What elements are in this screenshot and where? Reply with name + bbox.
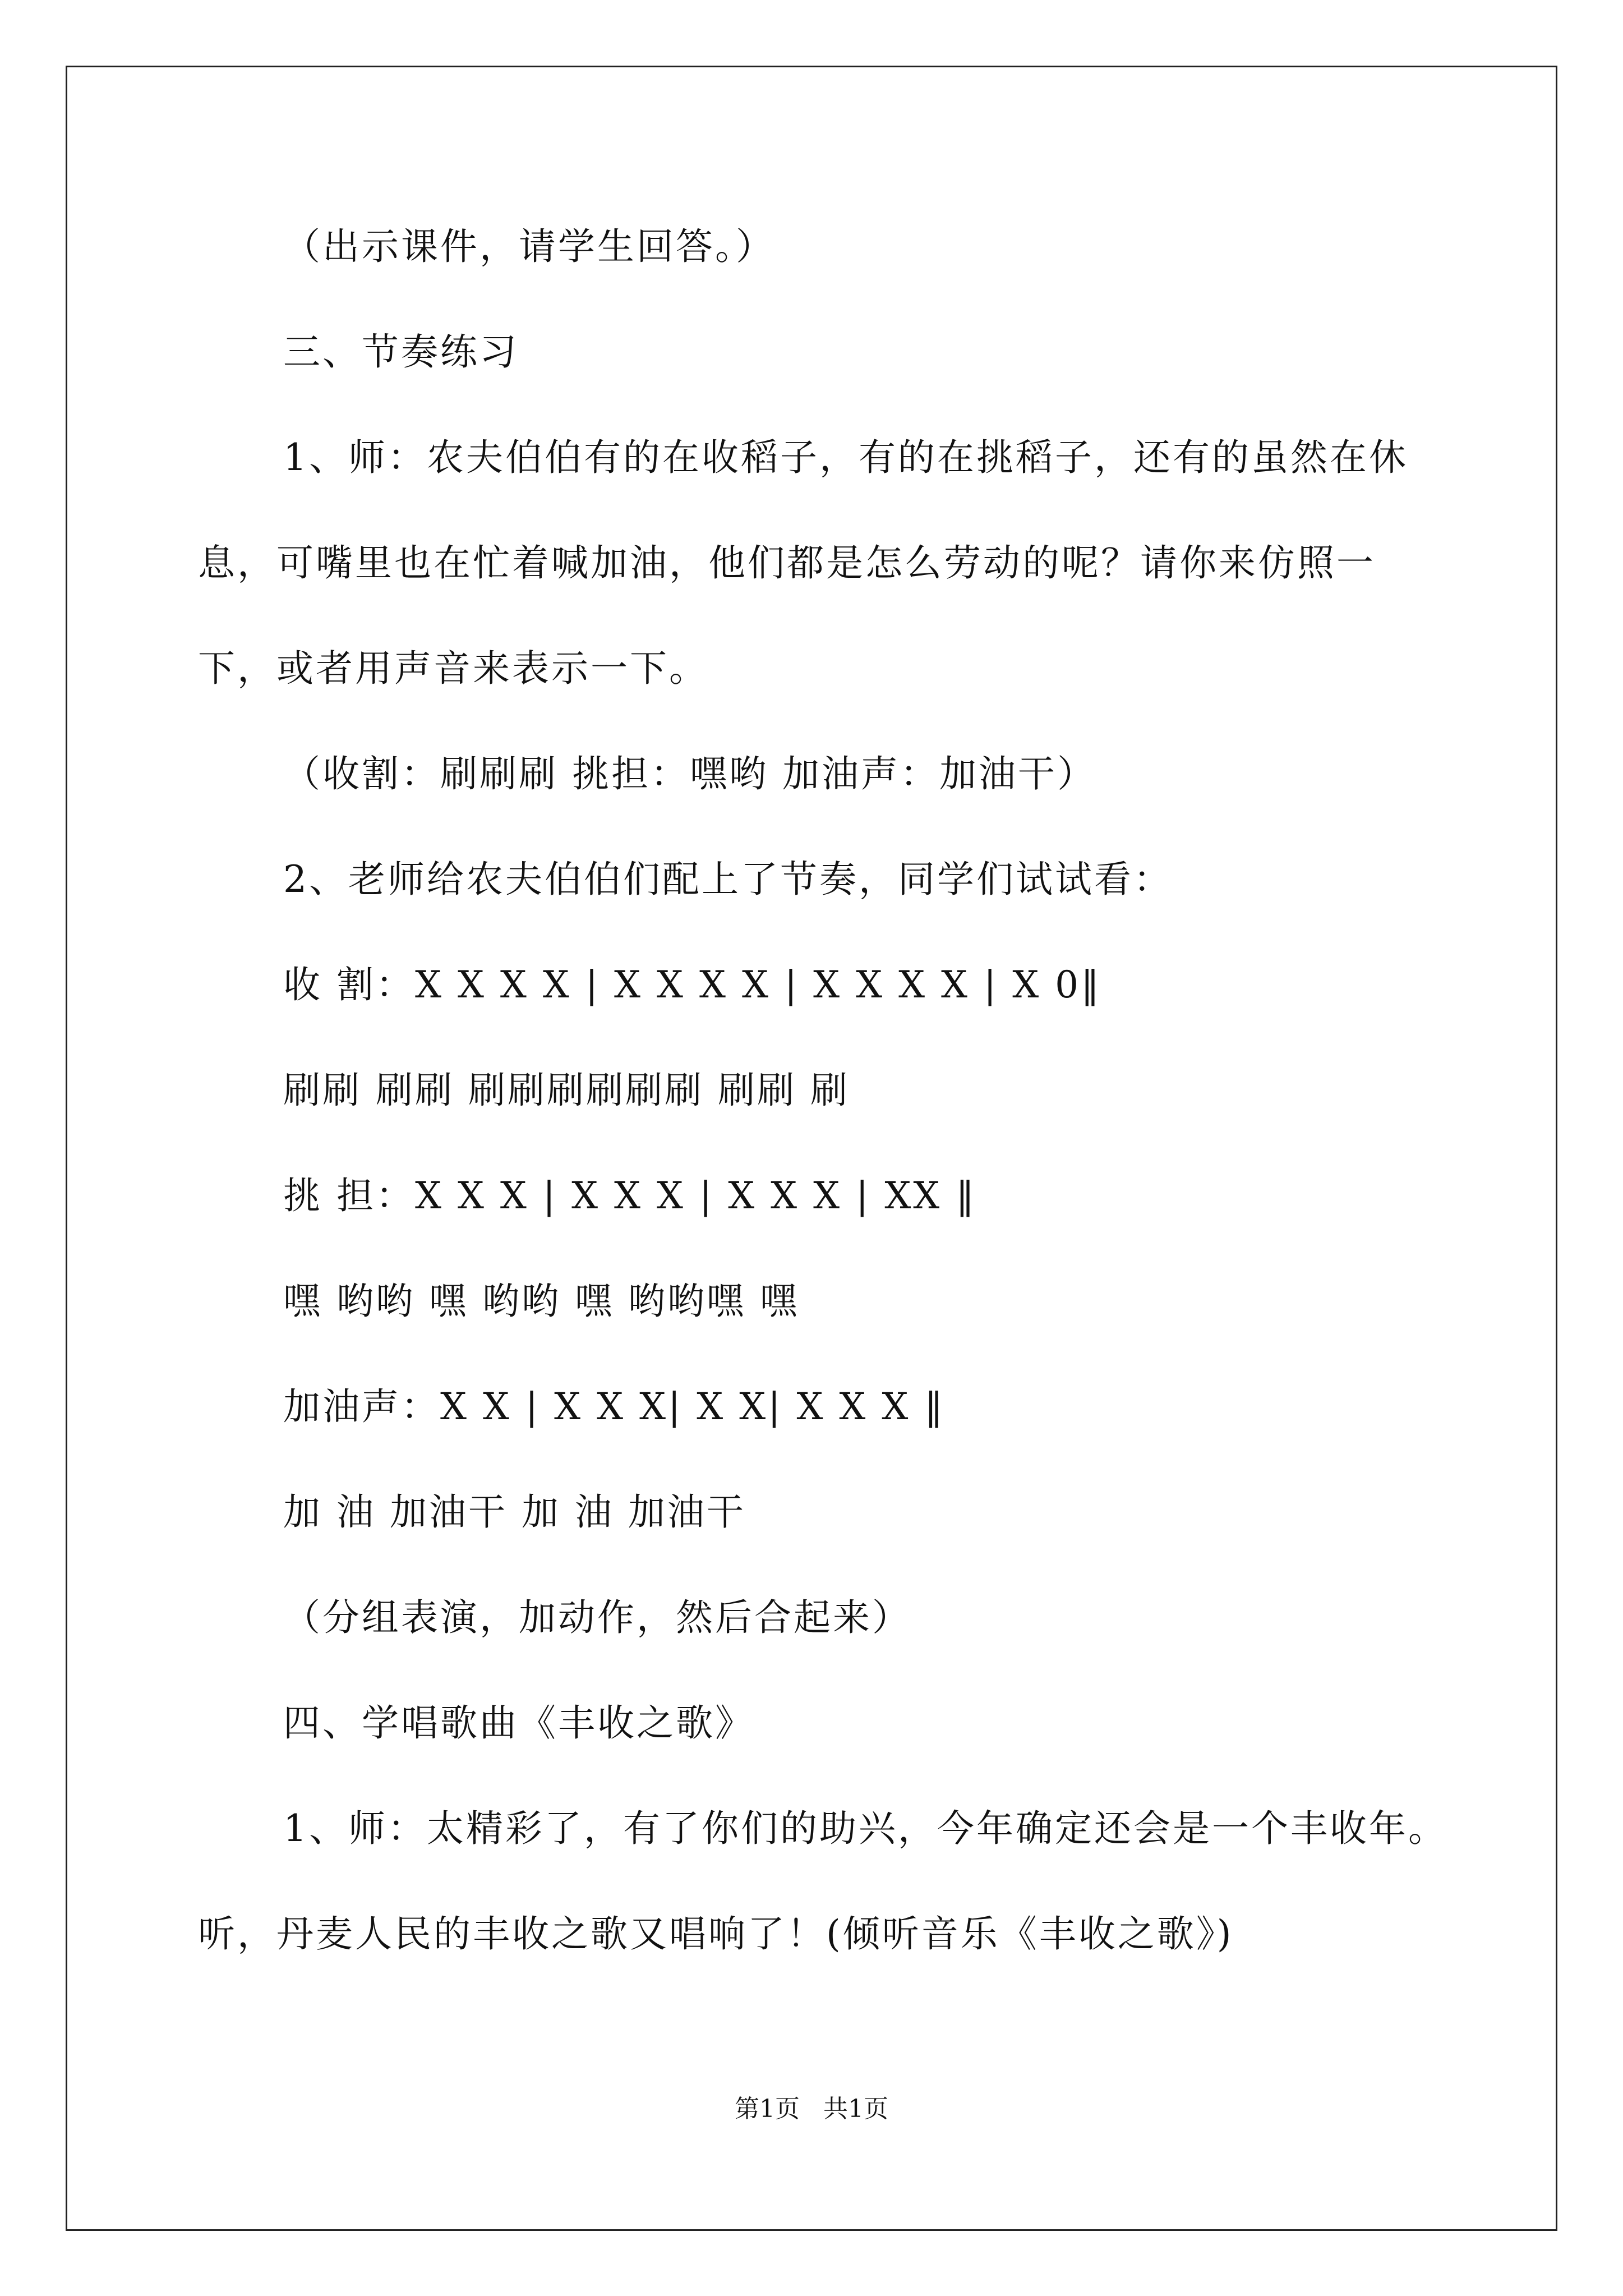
section-heading: 四、学唱歌曲《丰收之歌》: [283, 1701, 754, 1745]
page-footer: 第1页 共1页: [735, 2095, 888, 2123]
text-line: 2、老师给农夫伯伯们配上了节奏，同学们试试看：: [283, 858, 1173, 901]
rhythm-line: 收 割：X X X X | X X X X | X X X X | X 0‖: [283, 963, 1102, 1006]
text-line: 息，可嘴里也在忙着喊加油，他们都是怎么劳动的呢？请你来仿照一: [198, 541, 1376, 585]
lyric-line: 加 油 加油干 加 油 加油干: [283, 1490, 746, 1534]
text-line: 听，丹麦人民的丰收之歌又唱响了！(倾听音乐《丰收之歌》): [198, 1912, 1234, 1955]
text-line: （收割：刷刷刷 挑担：嘿哟 加油声：加油干）: [283, 752, 1096, 795]
lyric-line: 刷刷 刷刷 刷刷刷刷刷刷 刷刷 刷: [283, 1069, 850, 1112]
text-line: （分组表演，加动作，然后合起来）: [283, 1596, 911, 1639]
lyric-line: 嘿 哟哟 嘿 哟哟 嘿 哟哟嘿 嘿: [283, 1280, 799, 1323]
text-line: （出示课件，请学生回答。）: [283, 225, 775, 268]
text-line: 1、师：太精彩了，有了你们的助兴，今年确定还会是一个丰收年。: [283, 1807, 1447, 1850]
page-border: [66, 66, 1557, 2231]
rhythm-line: 挑 担：X X X | X X X | X X X | XX ‖: [283, 1174, 977, 1217]
text-line: 1、师：农夫伯伯有的在收稻子，有的在挑稻子，还有的虽然在休: [283, 436, 1408, 479]
text-line: 下，或者用声音来表示一下。: [198, 647, 708, 690]
section-heading: 三、节奏练习: [283, 330, 519, 374]
rhythm-line: 加油声：X X | X X X| X X| X X X ‖: [283, 1385, 946, 1428]
